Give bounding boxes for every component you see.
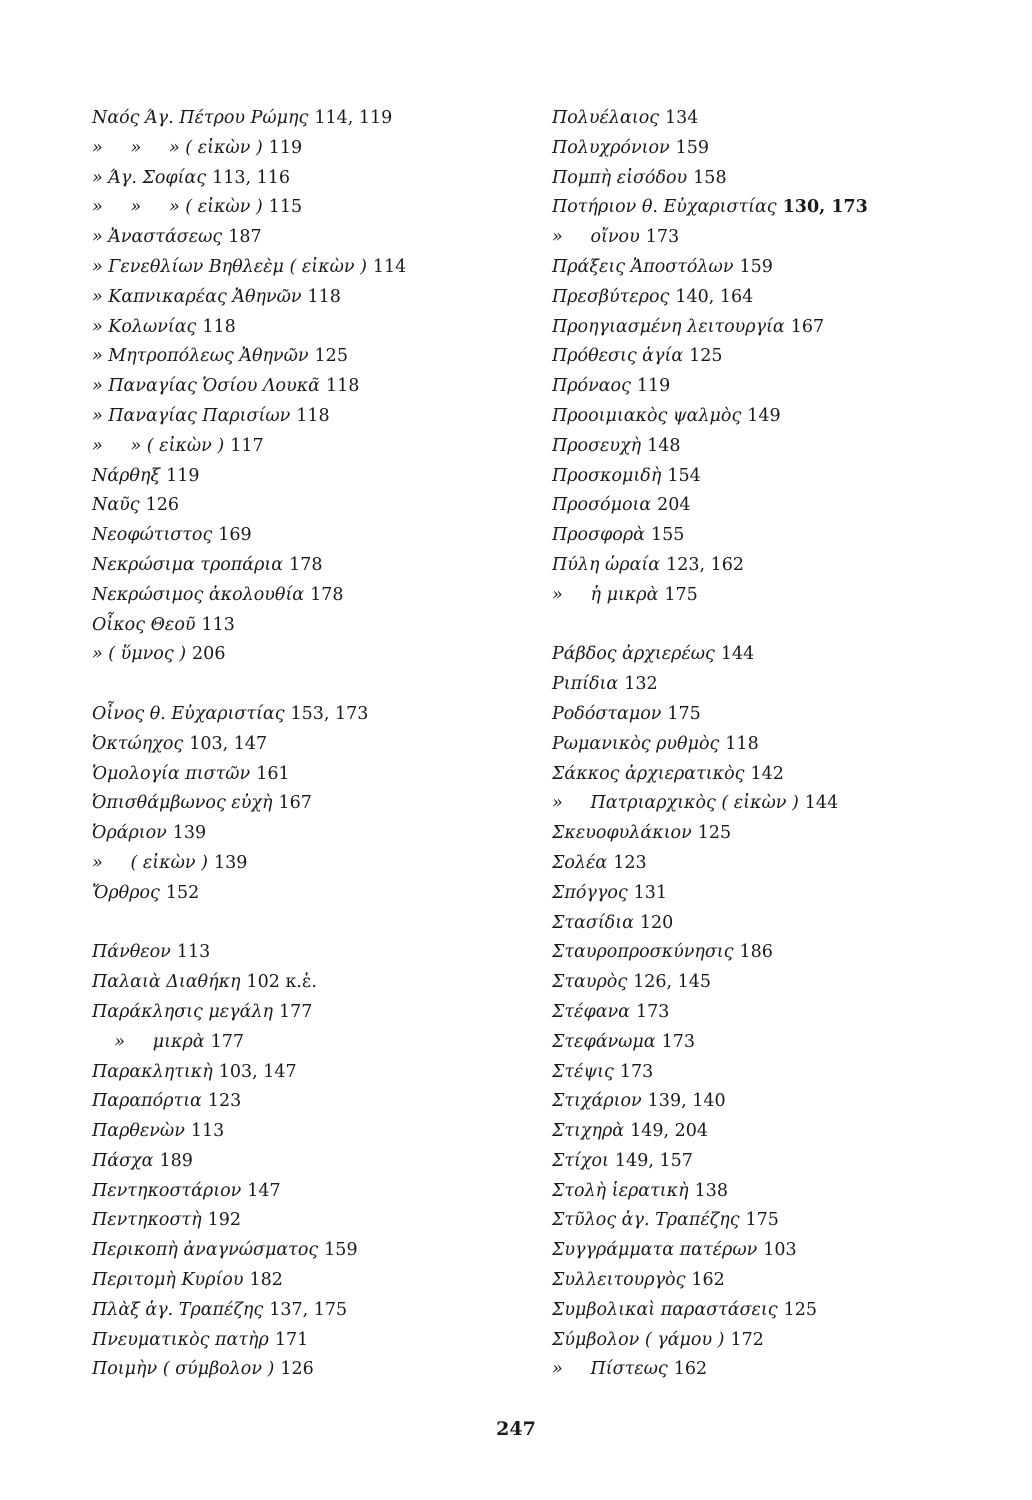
index-entry [552, 253, 972, 283]
index-pages: 175 [745, 1210, 779, 1231]
index-term: Περικοπὴ ἀναγνώσματος [92, 1240, 319, 1261]
index-term: Παρακλητικὴ [92, 1061, 213, 1082]
index-term: Στιχάριον [552, 1091, 642, 1112]
index-pages: 118 [307, 286, 341, 307]
index-pages: 142 [750, 763, 784, 784]
index-term: Πάνθεον [92, 942, 171, 963]
index-entry [92, 819, 512, 849]
index-pages: 139 [213, 852, 248, 873]
index-entry [552, 1266, 972, 1296]
index-pages: 130, 173 [782, 197, 868, 218]
index-pages: 131 [633, 882, 668, 903]
index-pages: 149 [747, 405, 781, 426]
index-pages: 177 [279, 1001, 313, 1022]
index-entry [92, 223, 512, 253]
index-term: Προσκομιδὴ [552, 465, 662, 486]
index-pages: 149, 204 [630, 1121, 709, 1142]
index-pages: 144 [804, 793, 839, 814]
index-term: » ( ὕμνος ) [92, 644, 187, 665]
index-term: » Καπνικαρέας Ἀθηνῶν [92, 286, 302, 307]
index-pages: 147 [247, 1180, 281, 1201]
index-pages: 159 [324, 1240, 358, 1261]
index-term: Πεντηκοστάριον [92, 1180, 242, 1201]
index-term: Ὁμολογία πιστῶν [92, 763, 251, 784]
index-entry [552, 789, 972, 819]
index-term: Ποιμὴν ( σύμβολον ) [92, 1359, 275, 1380]
index-term: Στίχοι [552, 1150, 609, 1171]
index-term: Παλαιὰ Διαθήκη [92, 972, 241, 993]
index-entry [552, 670, 972, 700]
index-pages: 161 [256, 763, 290, 784]
index-pages: 155 [650, 525, 685, 546]
index-term: » Γενεθλίων Βηθλεὲμ ( εἰκὼν ) [92, 256, 367, 277]
index-pages: 159 [675, 137, 710, 158]
index-entry [92, 849, 512, 879]
index-entry [552, 104, 972, 134]
index-term: Σύμβολον ( γάμου ) [552, 1329, 725, 1350]
index-term: Στῦλος ἁγ. Τραπέζης [552, 1210, 740, 1231]
index-term: Προσευχὴ [552, 435, 642, 456]
index-entry [92, 700, 512, 730]
index-pages: 113 [190, 1121, 225, 1142]
index-pages: 154 [667, 465, 701, 486]
index-entry [92, 1236, 512, 1266]
index-pages: 119 [636, 376, 671, 397]
index-entry [552, 968, 972, 998]
index-term: Παραπόρτια [92, 1091, 202, 1112]
section-gap [552, 611, 972, 641]
index-term: » » ( εἰκὼν ) [92, 435, 225, 456]
index-entry [92, 611, 512, 641]
index-entry [92, 879, 512, 909]
index-entry [92, 730, 512, 760]
index-pages: 126 [145, 495, 179, 516]
index-term: Προηγιασμένη λειτουργία [552, 316, 785, 337]
index-pages: 115 [268, 197, 303, 218]
index-entry [552, 938, 972, 968]
index-entry [92, 938, 512, 968]
index-pages: 162 [691, 1270, 725, 1291]
index-term: Πολυέλαιος [552, 108, 660, 128]
index-entry [552, 372, 972, 402]
index-entry [92, 760, 512, 790]
index-term: » Άγ. Σοφίας [92, 167, 207, 188]
index-pages: 175 [667, 703, 701, 724]
index-entry [552, 223, 972, 253]
index-term: Σπόγγος [552, 882, 628, 903]
index-entry [552, 1296, 972, 1326]
index-pages: 113, 116 [212, 167, 291, 188]
index-entry [552, 1177, 972, 1207]
index-term: Οἶνος θ. Εὐχαριστίας [92, 703, 285, 724]
index-entry [552, 134, 972, 164]
index-entry [552, 342, 972, 372]
index-entry [552, 730, 972, 760]
index-term: Σκευοφυλάκιον [552, 823, 692, 844]
index-entry [552, 432, 972, 462]
index-term: Πρεσβύτερος [552, 286, 670, 307]
index-term: Ράβδος ἀρχιερέως [552, 644, 715, 665]
index-term: » Παναγίας Ὁσίου Λουκᾶ [92, 376, 320, 397]
index-entry [552, 1206, 972, 1236]
index-term: Σάκκος ἀρχιερατικὸς [552, 763, 745, 784]
index-pages: 118 [202, 316, 236, 337]
index-term: Πύλη ὡραία [552, 554, 661, 575]
index-pages: 119 [166, 465, 200, 486]
index-entry [92, 134, 512, 164]
index-entry [92, 1028, 512, 1058]
index-pages: 113 [201, 614, 235, 635]
index-term: Νεκρώσιμα τροπάρια [92, 554, 284, 575]
index-column-right [552, 104, 972, 1385]
index-entry [552, 581, 972, 611]
index-term: Πάσχα [92, 1150, 154, 1171]
index-pages: 171 [274, 1329, 309, 1350]
index-term: Παρθενὼν [92, 1121, 185, 1142]
index-entry [552, 1355, 972, 1385]
index-entry [92, 164, 512, 194]
index-term: Ὀκτώηχος [92, 733, 184, 754]
index-pages: 119 [268, 137, 303, 158]
index-pages: 123 [613, 852, 647, 873]
index-term: » » » ( εἰκὼν ) [92, 137, 263, 158]
index-term: Σταυρὸς [552, 972, 628, 993]
index-entry [92, 998, 512, 1028]
index-pages: 173 [635, 1001, 670, 1022]
index-pages: 137, 175 [269, 1299, 348, 1320]
index-pages: 169 [218, 525, 252, 546]
index-term: » » » ( εἰκὼν ) [92, 197, 263, 218]
index-term: Στολὴ ἱερατικὴ [552, 1180, 689, 1201]
index-pages: 118 [326, 376, 360, 397]
index-entry [92, 462, 512, 492]
index-pages: 178 [310, 584, 344, 605]
page-number: 247 [496, 1418, 536, 1440]
index-pages: 114, 119 [314, 108, 393, 128]
index-term: » Μητροπόλεως Ἀθηνῶν [92, 346, 309, 367]
index-term: Πρόναος [552, 376, 631, 397]
index-term: Συγγράμματα πατέρων [552, 1240, 758, 1261]
index-entry [552, 491, 972, 521]
index-term: » οἴνου [552, 227, 640, 248]
index-entry [552, 879, 972, 909]
index-term: Οἶκος Θεοῦ [92, 614, 196, 635]
index-pages: 138 [694, 1180, 728, 1201]
index-term: Στέφανα [552, 1001, 630, 1022]
index-term: » Πίστεως [552, 1359, 668, 1380]
index-pages: 113 [176, 942, 211, 963]
index-entry [92, 551, 512, 581]
index-pages: 182 [249, 1270, 283, 1291]
index-term: Στασίδια [552, 912, 634, 933]
index-term: » ἡ μικρὰ [552, 584, 659, 605]
index-pages: 149, 157 [614, 1150, 693, 1171]
index-pages: 177 [210, 1031, 244, 1052]
index-entry [92, 193, 512, 223]
index-term: Συλλειτουργὸς [552, 1270, 686, 1291]
index-term: Ὀπισθάμβωνος εὐχὴ [92, 793, 273, 814]
index-entry [92, 1177, 512, 1207]
index-term: Περιτομὴ Κυρίου [92, 1270, 244, 1291]
index-term: Προοιμιακὸς ψαλμὸς [552, 405, 742, 426]
index-term: Πρόθεσις ἁγία [552, 346, 684, 367]
index-term: Πλὰξ ἁγ. Τραπέζης [92, 1299, 264, 1320]
index-pages: 187 [228, 227, 262, 248]
index-term: » Κολωνίας [92, 316, 197, 337]
index-pages: 139 [172, 823, 207, 844]
index-entry [552, 1117, 972, 1147]
index-term: » Ἀναστάσεως [92, 227, 223, 248]
index-entry [552, 283, 972, 313]
index-entry [92, 581, 512, 611]
index-entry [92, 253, 512, 283]
index-entry [552, 521, 972, 551]
index-entry [92, 1355, 512, 1385]
index-pages: 103, 147 [218, 1061, 297, 1082]
index-entry [92, 640, 512, 670]
index-entry [552, 700, 972, 730]
index-term: Σταυροπροσκύνησις [552, 942, 734, 963]
index-pages: 173 [619, 1061, 654, 1082]
index-term: Πεντηκοστὴ [92, 1210, 202, 1231]
index-pages: 167 [278, 793, 312, 814]
section-gap [92, 670, 512, 700]
index-term: Ριπίδια [552, 674, 619, 695]
index-pages: 167 [790, 316, 825, 337]
index-entry [552, 760, 972, 790]
index-entry [552, 909, 972, 939]
index-column-left [92, 104, 512, 1385]
index-entry [92, 789, 512, 819]
index-entry [92, 1296, 512, 1326]
index-pages: 159 [739, 256, 773, 277]
index-term: Παράκλησις μεγάλη [92, 1001, 274, 1022]
index-entry [552, 551, 972, 581]
index-term: Ποτήριον θ. Εὐχαριστίας [552, 197, 777, 218]
index-pages: 206 [192, 644, 226, 665]
index-pages: 204 [657, 495, 691, 516]
index-entry [92, 1058, 512, 1088]
index-pages: 152 [165, 882, 200, 903]
index-entry [552, 849, 972, 879]
index-term: » Πατριαρχικὸς ( εἰκὼν ) [552, 793, 799, 814]
index-entry [92, 283, 512, 313]
index-entry [552, 193, 972, 223]
index-term: » ( εἰκὼν ) [92, 852, 208, 873]
index-pages: 186 [739, 942, 773, 963]
index-term: Ναός Άγ. Πέτρου Ρώμης [92, 108, 309, 128]
index-pages: 117 [230, 435, 264, 456]
index-entry [92, 1206, 512, 1236]
index-entry [92, 313, 512, 343]
index-pages: 123 [207, 1091, 242, 1112]
index-pages: 162 [673, 1359, 708, 1380]
index-term: Συμβολικαὶ παραστάσεις [552, 1299, 778, 1320]
index-entry [92, 1147, 512, 1177]
index-entry [552, 819, 972, 849]
index-entry [92, 1087, 512, 1117]
index-pages: 123, 162 [666, 554, 745, 575]
index-term: Νεκρώσιμος ἀκολουθία [92, 584, 305, 605]
index-pages: 125 [314, 346, 348, 367]
index-entry [92, 521, 512, 551]
index-entry [552, 1087, 972, 1117]
index-pages: 173 [661, 1031, 696, 1052]
index-pages: 103, 147 [189, 733, 268, 754]
index-entry [552, 402, 972, 432]
index-pages: 125 [697, 823, 732, 844]
index-pages: 132 [624, 674, 658, 695]
index-term: » μικρὰ [92, 1031, 205, 1052]
index-entry [552, 998, 972, 1028]
index-term: Στεφάνωμα [552, 1031, 656, 1052]
index-pages: 175 [664, 584, 698, 605]
index-pages: 114 [372, 256, 407, 277]
index-pages: 192 [207, 1210, 241, 1231]
index-pages: 148 [647, 435, 681, 456]
index-pages: 158 [693, 167, 727, 188]
index-entry [552, 1326, 972, 1356]
index-term: Στιχηρὰ [552, 1121, 625, 1142]
index-entry [92, 342, 512, 372]
index-pages: 134 [665, 108, 699, 128]
index-term: Πομπὴ εἰσόδου [552, 167, 688, 188]
index-term: Ὄρθρος [92, 882, 160, 903]
index-pages: 172 [730, 1329, 764, 1350]
index-entry [92, 1117, 512, 1147]
index-term: Προσόμοια [552, 495, 652, 516]
index-pages: 153, 173 [290, 703, 369, 724]
index-term: Σολέα [552, 852, 608, 873]
index-entry [552, 1236, 972, 1266]
index-term: Στέψις [552, 1061, 614, 1082]
index-entry [552, 1058, 972, 1088]
index-pages: 120 [639, 912, 674, 933]
index-entry [92, 1326, 512, 1356]
index-pages: 189 [159, 1150, 193, 1171]
index-entry [92, 104, 512, 134]
index-entry [92, 372, 512, 402]
index-entry [552, 164, 972, 194]
index-pages: 102 κ.ἑ. [246, 972, 317, 993]
index-term: Ροδόσταμον [552, 703, 662, 724]
index-pages: 140, 164 [675, 286, 754, 307]
index-pages: 144 [720, 644, 755, 665]
index-entry [92, 1266, 512, 1296]
section-gap [92, 909, 512, 939]
index-entry [92, 432, 512, 462]
index-pages: 139, 140 [647, 1091, 726, 1112]
index-entry [92, 402, 512, 432]
index-entry [552, 462, 972, 492]
index-entry [552, 640, 972, 670]
index-term: Νεοφώτιστος [92, 525, 213, 546]
index-entry [552, 1028, 972, 1058]
index-term: Ὀράριον [92, 823, 167, 844]
index-term: Προσφορὰ [552, 525, 645, 546]
index-term: Πράξεις Ἀποστόλων [552, 256, 734, 277]
index-pages: 126, 145 [633, 972, 712, 993]
index-term: Ρωμανικὸς ρυθμὸς [552, 733, 720, 754]
index-pages: 125 [783, 1299, 817, 1320]
index-term: Πνευματικὸς πατὴρ [92, 1329, 269, 1350]
index-term: Νάρθηξ [92, 465, 161, 486]
index-pages: 118 [296, 405, 330, 426]
index-term: Πολυχρόνιον [552, 137, 670, 158]
index-pages: 125 [689, 346, 723, 367]
index-term: » Παναγίας Παρισίων [92, 405, 291, 426]
index-entry [92, 968, 512, 998]
index-term: Ναῦς [92, 495, 140, 516]
index-entry [92, 491, 512, 521]
index-entry [552, 1147, 972, 1177]
index-pages: 173 [645, 227, 680, 248]
index-entry [552, 313, 972, 343]
index-pages: 118 [725, 733, 759, 754]
index-pages: 126 [280, 1359, 314, 1380]
index-pages: 178 [289, 554, 323, 575]
index-pages: 103 [763, 1240, 797, 1261]
